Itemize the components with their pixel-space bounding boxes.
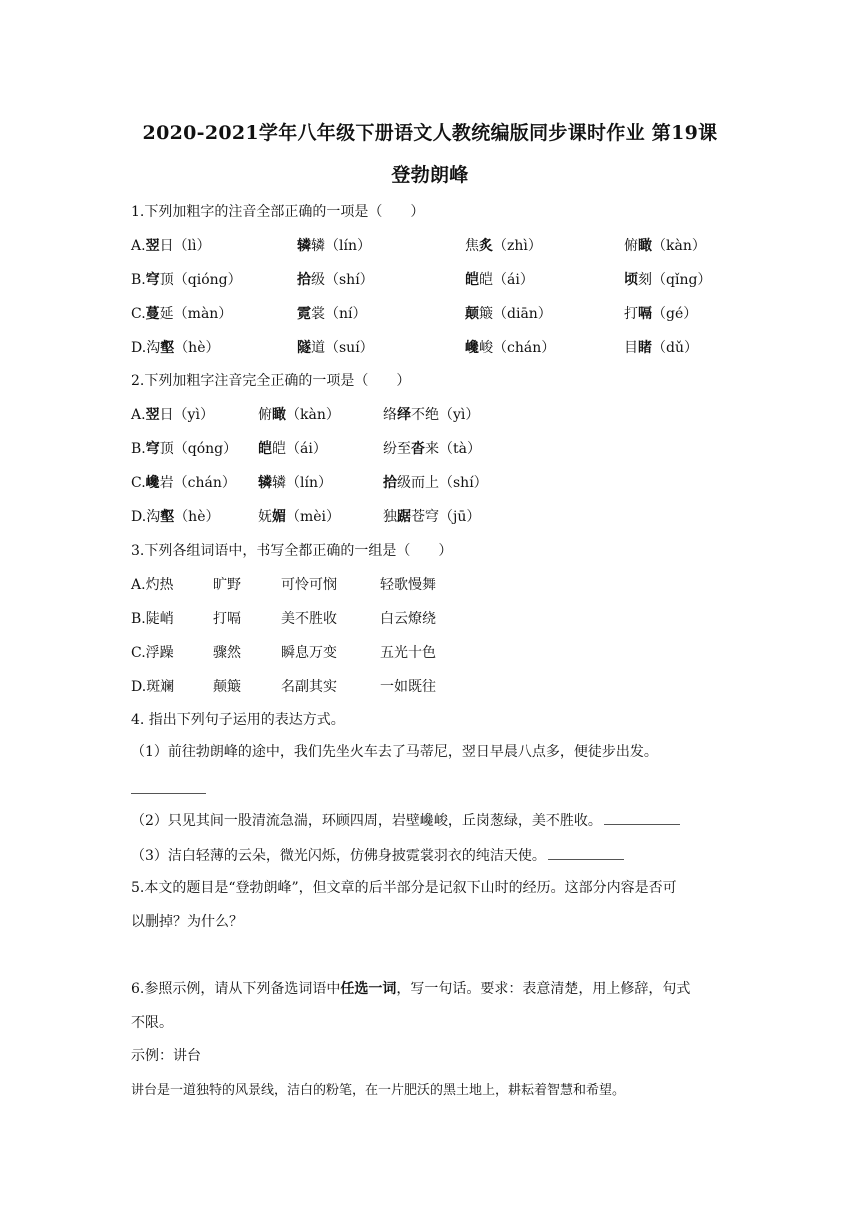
option-item [297, 304, 367, 324]
question-5-line-1: 5.本文的题目是“登勃朗峰”，但文章的后半部分是记叙下山时的经历。这部分内容是否可 [131, 880, 677, 896]
option-text: 岩（chán） [159, 475, 236, 491]
word-text: 灼热 [145, 577, 174, 593]
option-text: 俯 [624, 238, 638, 254]
option-text: 纷至 [383, 441, 411, 457]
bold-character: 拾 [383, 475, 397, 491]
question-4-sentence-3-line [131, 845, 624, 866]
option-item [258, 405, 340, 425]
question-3-stem: 3.下列各组词语中，书写全都正确的一组是（ ） [131, 543, 453, 559]
word-text: 名副其实 [281, 679, 337, 695]
word-text: 五光十色 [380, 645, 436, 661]
option-word [281, 609, 337, 629]
bold-character: 穹 [145, 441, 160, 457]
option-text: 顶（qóng） [159, 441, 238, 457]
option-text: 辚（lín） [272, 475, 332, 491]
option-text: （hè） [174, 509, 220, 525]
bold-character: 睹 [638, 340, 652, 356]
option-word [213, 609, 241, 629]
word-text: 可怜可悯 [281, 577, 337, 593]
option-item [297, 236, 371, 256]
option-label: B. [131, 611, 146, 627]
option-item [624, 338, 698, 358]
bold-character: 翌 [145, 407, 160, 423]
option-label: B. [131, 272, 146, 288]
option-item [131, 236, 211, 256]
option-item [624, 304, 697, 324]
question-6-text-pre: 6.参照示例，请从下列备选词语中 [131, 981, 341, 997]
word-text: 美不胜收 [281, 611, 337, 627]
bold-character: 拾 [297, 272, 311, 288]
bold-character: 瞰 [272, 407, 286, 423]
option-word [281, 677, 337, 697]
word-text: 斑斓 [146, 679, 175, 695]
bold-character: 踞 [397, 509, 411, 525]
word-text: 骤然 [213, 645, 241, 661]
option-text: 络 [383, 407, 397, 423]
option-label: A. [131, 577, 146, 593]
bold-character: 颠 [465, 306, 479, 322]
option-text: 道（suí） [311, 340, 374, 356]
option-word [213, 643, 241, 663]
bold-character: 隧 [297, 340, 311, 356]
option-item [465, 304, 552, 324]
option-text: 皑（ái） [272, 441, 327, 457]
option-label: B. [131, 441, 146, 457]
bold-character: 顷 [624, 272, 638, 288]
option-item [131, 473, 236, 493]
option-word [213, 575, 241, 595]
bold-character: 壑 [160, 340, 175, 356]
option-text: 日（lì） [159, 238, 211, 254]
option-label: C. [131, 475, 146, 491]
option-word [281, 643, 337, 663]
option-text: （kàn） [286, 407, 340, 423]
bold-character: 媚 [272, 509, 286, 525]
word-text: 浮躁 [145, 645, 174, 661]
option-item [624, 236, 706, 256]
bold-character: 皑 [465, 272, 479, 288]
bold-character: 壑 [160, 509, 175, 525]
word-text: 打嗝 [213, 611, 241, 627]
option-text: （kàn） [652, 238, 706, 254]
document-title: 2020-2021学年八年级下册语文人教统编版同步课时作业 第19课 [142, 122, 718, 144]
option-item [131, 405, 214, 425]
option-item [465, 236, 542, 256]
option-text: （mèi） [286, 509, 341, 525]
option-word [213, 677, 241, 697]
document-subtitle: 登勃朗峰 [391, 164, 469, 186]
option-item [131, 270, 242, 290]
bold-character: 翌 [145, 238, 160, 254]
option-item [258, 439, 327, 459]
option-text: （hè） [174, 340, 220, 356]
option-item [624, 270, 711, 290]
option-item [383, 405, 479, 425]
option-text: 妩 [258, 509, 272, 525]
option-item [297, 338, 374, 358]
option-item [465, 270, 534, 290]
question-4-sentence-2-line [131, 810, 680, 831]
option-item [383, 473, 488, 493]
option-text: 沟 [146, 340, 161, 356]
bold-character: 绎 [397, 407, 411, 423]
option-text: 不绝（yì） [411, 407, 480, 423]
option-text: 苍穹（jū） [411, 509, 481, 525]
option-text: 俯 [258, 407, 272, 423]
option-label: C. [131, 645, 146, 661]
option-word [380, 575, 436, 595]
word-text: 轻歌慢舞 [380, 577, 436, 593]
option-text: 延（màn） [159, 306, 233, 322]
question-6-text-post: ，写一句话。要求：表意清楚，用上修辞，句式 [396, 981, 691, 997]
option-label: D. [131, 679, 147, 695]
option-text: 日（yì） [159, 407, 214, 423]
option-text: 簸（diān） [479, 306, 552, 322]
option-text: 顶（qióng） [159, 272, 242, 288]
question-1-stem: 1.下列加粗字的注音全部正确的一项是（ ） [131, 204, 425, 220]
option-label: D. [131, 509, 147, 525]
option-label: A. [131, 407, 146, 423]
answer-blank-2[interactable] [604, 810, 680, 825]
option-word [131, 575, 174, 595]
option-label: C. [131, 306, 146, 322]
option-word [131, 677, 174, 697]
option-text: （gé） [652, 306, 698, 322]
bold-character: 瞰 [638, 238, 652, 254]
option-word [380, 609, 436, 629]
option-text: 打 [624, 306, 638, 322]
option-text: 独 [383, 509, 397, 525]
option-word [281, 575, 337, 595]
bold-character: 嗝 [638, 306, 652, 322]
word-text: 白云燎绕 [380, 611, 436, 627]
word-text: 陡峭 [145, 611, 174, 627]
question-4-sentence-3: （3）洁白轻薄的云朵，微光闪烁，仿佛身披霓裳羽衣的纯洁天使。 [131, 848, 546, 864]
bold-character: 霓 [297, 306, 311, 322]
option-item [465, 338, 555, 358]
question-4-sentence-1: （1）前往勃朗峰的途中，我们先坐火车去了马蒂尼，翌日早晨八点多，便徒步出发。 [131, 744, 658, 760]
bold-character: 皑 [258, 441, 272, 457]
question-6-line-1 [131, 979, 690, 999]
option-text: 刻（qǐng） [638, 272, 712, 288]
question-4-sentence-2: （2）只见其间一股清流急湍，环顾四周，岩壁巉峻，丘岗葱绿，美不胜收。 [131, 813, 602, 829]
option-text: 目 [624, 340, 638, 356]
option-item [297, 270, 374, 290]
example-text: 讲台是一道独特的风景线，洁白的粉笔，在一片肥沃的黑土地上，耕耘着智慧和希望。 [131, 1083, 626, 1098]
option-item [131, 338, 220, 358]
bold-character: 巉 [145, 475, 160, 491]
word-text: 一如既往 [380, 679, 436, 695]
bold-character: 炙 [479, 238, 493, 254]
word-text: 颠簸 [213, 679, 241, 695]
option-word [131, 643, 174, 663]
bold-character: 穹 [145, 272, 160, 288]
option-text: 焦 [465, 238, 479, 254]
answer-blank-1[interactable] [131, 793, 206, 794]
option-item [258, 473, 332, 493]
answer-blank-3[interactable] [548, 845, 624, 860]
question-5-line-2: 以删掉？为什么？ [131, 914, 243, 930]
question-2-stem: 2.下列加粗字注音完全正确的一项是（ ） [131, 373, 411, 389]
option-word [380, 677, 436, 697]
example-label: 示例：讲台 [131, 1048, 201, 1064]
bold-character: 蔓 [145, 306, 160, 322]
option-word [380, 643, 436, 663]
option-item [131, 304, 232, 324]
option-text: （zhì） [493, 238, 542, 254]
option-word [131, 609, 174, 629]
bold-character: 辚 [297, 238, 311, 254]
option-text: 皑（ái） [479, 272, 534, 288]
option-text: （dǔ） [652, 340, 698, 356]
option-item [131, 439, 237, 459]
bold-character: 辚 [258, 475, 272, 491]
option-label: D. [131, 340, 147, 356]
option-item [131, 507, 220, 527]
bold-character: 沓 [411, 441, 425, 457]
option-item [383, 507, 480, 527]
question-4-stem: 4. 指出下列句子运用的表达方式。 [131, 712, 345, 728]
option-text: 峻（chán） [479, 340, 556, 356]
option-text: 裳（ní） [311, 306, 367, 322]
question-6-emphasis: 任选一词 [340, 981, 397, 997]
option-item [258, 507, 340, 527]
option-label: A. [131, 238, 146, 254]
option-text: 级而上（shí） [397, 475, 488, 491]
bold-character: 巉 [465, 340, 479, 356]
word-text: 瞬息万变 [281, 645, 337, 661]
option-text: 辚（lín） [311, 238, 371, 254]
option-text: 级（shí） [311, 272, 374, 288]
option-item [383, 439, 481, 459]
option-text: 来（tà） [425, 441, 481, 457]
option-text: 沟 [146, 509, 161, 525]
question-6-line-2: 不限。 [131, 1015, 173, 1031]
word-text: 旷野 [213, 577, 241, 593]
